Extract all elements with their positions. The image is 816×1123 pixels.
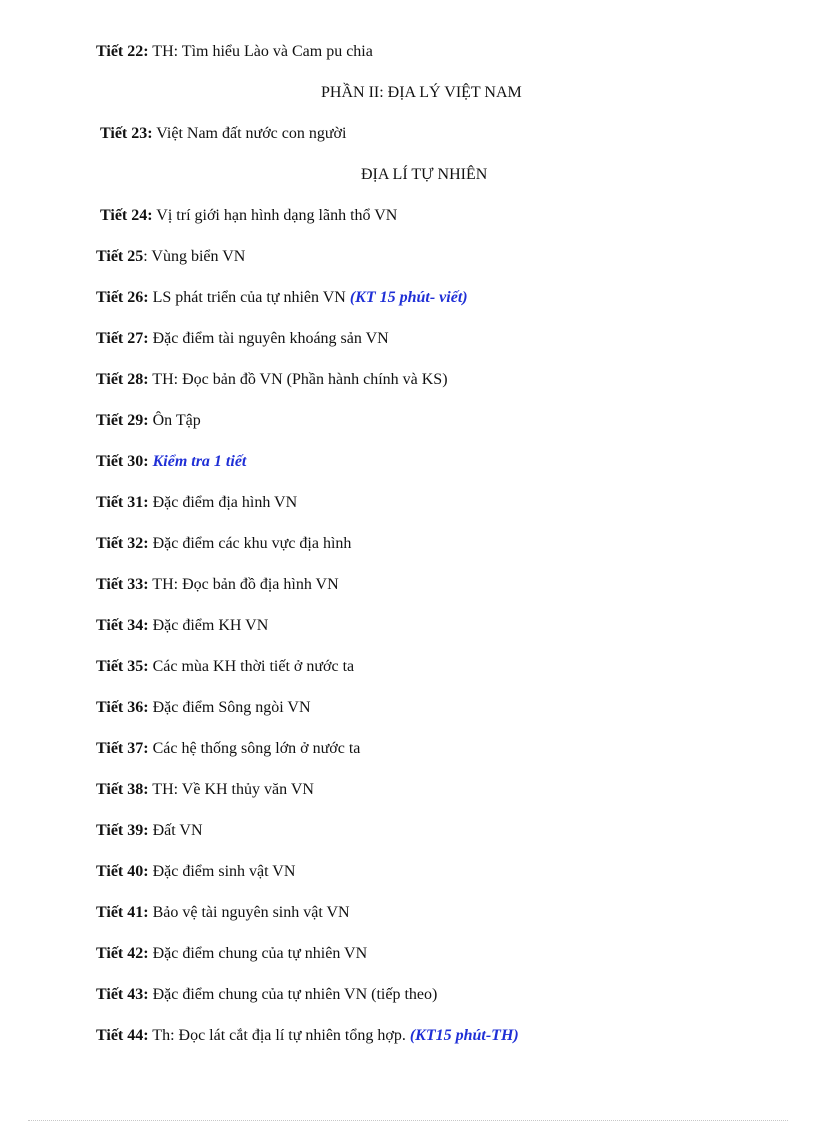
lesson-38 (96, 780, 314, 800)
lesson-31 (96, 493, 297, 513)
lesson-30 (96, 452, 246, 472)
lesson-title: TH: Đọc bản đồ VN (Phần hành chính và KS) (148, 371, 448, 388)
lesson-label: Tiết 38: (96, 781, 149, 798)
assessment-note: (KT15 phút-TH) (409, 1027, 519, 1044)
lesson-label: Tiết 31: (96, 494, 149, 511)
lesson-title: Đặc điểm chung của tự nhiên VN (148, 945, 368, 962)
lesson-title: TH: Đọc bản đồ địa hình VN (148, 576, 339, 593)
lesson-28 (96, 370, 448, 390)
lesson-title: Th: Đọc lát cắt địa lí tự nhiên tổng hợp. (148, 1027, 410, 1044)
lesson-label: Tiết 25 (96, 248, 144, 265)
lesson-label: Tiết 26: (96, 289, 149, 306)
lesson-26 (96, 288, 468, 308)
lesson-44 (96, 1026, 519, 1046)
lesson-title: Đất VN (148, 822, 203, 839)
lesson-43 (96, 985, 437, 1005)
lesson-40 (96, 862, 295, 882)
lesson-title: Vị trí giới hạn hình dạng lãnh thổ VN (152, 207, 398, 224)
lesson-title: Đặc điểm KH VN (148, 617, 269, 634)
lesson-label: Tiết 42: (96, 945, 149, 962)
lesson-32 (96, 534, 351, 554)
lesson-title: Đặc điểm Sông ngòi VN (148, 699, 311, 716)
lesson-title: Việt Nam đất nước con người (152, 125, 347, 142)
lesson-title: Ôn Tập (148, 412, 201, 429)
lesson-label: Tiết 35: (96, 658, 149, 675)
lesson-title: Đặc điểm tài nguyên khoáng sản VN (148, 330, 389, 347)
assessment-note: Kiểm tra 1 tiết (152, 453, 247, 470)
lesson-41 (96, 903, 350, 923)
lesson-label: Tiết 32: (96, 535, 149, 552)
lesson-27 (96, 329, 389, 349)
page-divider (28, 1120, 788, 1121)
part-heading: PHẦN II: ĐỊA LÝ VIỆT NAM (321, 84, 522, 101)
lesson-title: Đặc điểm địa hình VN (148, 494, 298, 511)
lesson-22 (96, 42, 373, 62)
lesson-label: Tiết 43: (96, 986, 149, 1003)
lesson-label: Tiết 37: (96, 740, 149, 757)
lesson-title: : Vùng biển VN (143, 248, 246, 265)
lesson-23 (100, 124, 346, 144)
lesson-title: TH: Tìm hiểu Lào và Cam pu chia (148, 43, 373, 60)
lesson-label: Tiết 23: (100, 125, 153, 142)
lesson-34 (96, 616, 268, 636)
lesson-37 (96, 739, 360, 759)
lesson-title: Các mùa KH thời tiết ở nước ta (148, 658, 355, 675)
lesson-label: Tiết 29: (96, 412, 149, 429)
lesson-29 (96, 411, 201, 431)
lesson-label: Tiết 33: (96, 576, 149, 593)
lesson-36 (96, 698, 311, 718)
lesson-title: TH: Về KH thủy văn VN (148, 781, 314, 798)
lesson-35 (96, 657, 354, 677)
section-heading: ĐỊA LÍ TỰ NHIÊN (361, 166, 488, 183)
lesson-label: Tiết 39: (96, 822, 149, 839)
lesson-label: Tiết 36: (96, 699, 149, 716)
lesson-title: Đặc điểm các khu vực địa hình (148, 535, 352, 552)
lesson-42 (96, 944, 367, 964)
lesson-label: Tiết 41: (96, 904, 149, 921)
lesson-label: Tiết 40: (96, 863, 149, 880)
lesson-title: Bảo vệ tài nguyên sinh vật VN (148, 904, 350, 921)
lesson-title: LS phát triển của tự nhiên VN (148, 289, 350, 306)
lesson-24 (100, 206, 397, 226)
lesson-33 (96, 575, 339, 595)
lesson-title: Đặc điểm chung của tự nhiên VN (tiếp theo) (148, 986, 438, 1003)
lesson-title: Các hệ thống sông lớn ở nước ta (148, 740, 361, 757)
assessment-note: (KT 15 phút- viết) (349, 289, 468, 306)
lesson-label: Tiết 27: (96, 330, 149, 347)
lesson-label: Tiết 44: (96, 1027, 149, 1044)
lesson-39 (96, 821, 203, 841)
lesson-25 (96, 247, 245, 267)
lesson-label: Tiết 30: (96, 453, 149, 470)
lesson-label: Tiết 24: (100, 207, 153, 224)
lesson-title: Đặc điểm sinh vật VN (148, 863, 296, 880)
lesson-label: Tiết 34: (96, 617, 149, 634)
lesson-label: Tiết 28: (96, 371, 149, 388)
lesson-label: Tiết 22: (96, 43, 149, 60)
